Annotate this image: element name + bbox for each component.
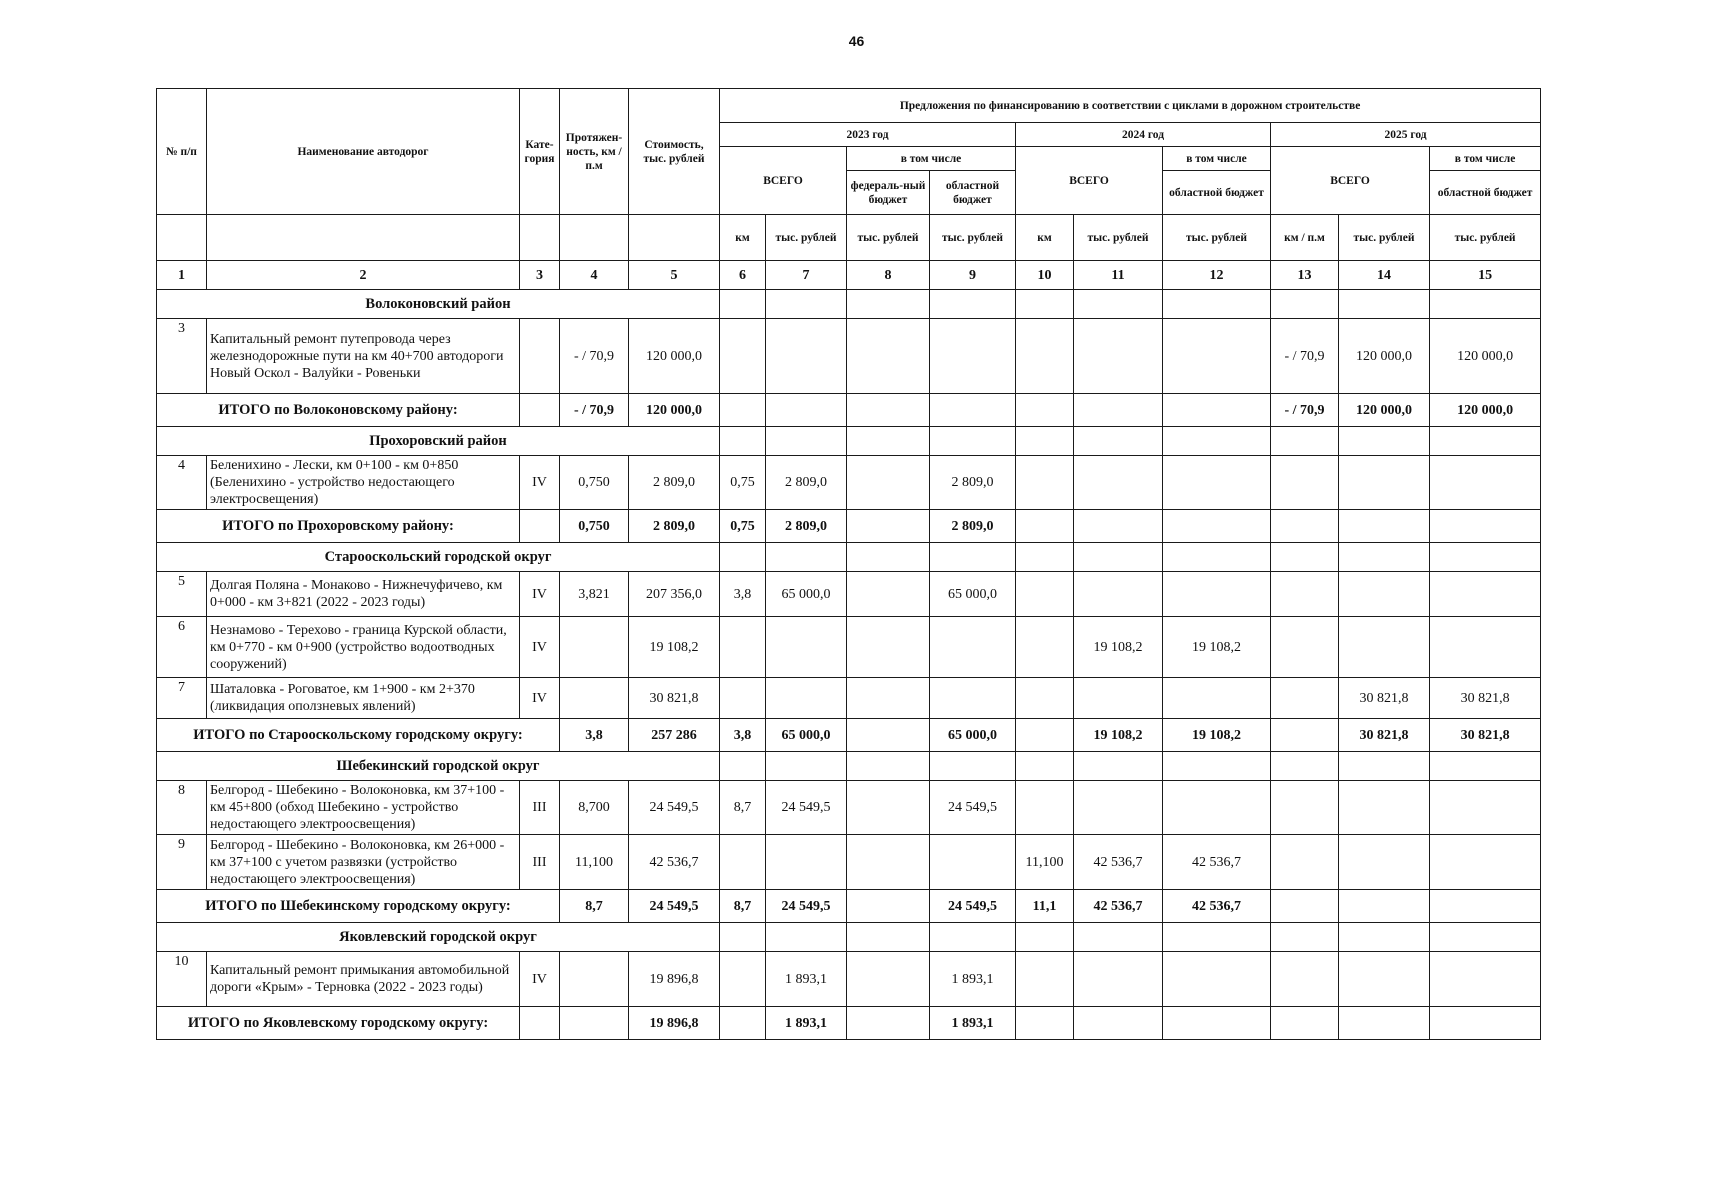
cell: [1074, 781, 1163, 835]
col-number: 14: [1339, 261, 1430, 290]
col-number: 9: [930, 261, 1016, 290]
cell: [1430, 572, 1541, 617]
section-row: [157, 923, 1541, 952]
cell: [1163, 572, 1271, 617]
header-2024-including: в том числе: [1163, 147, 1271, 171]
header-2023-regional: областной бюджет: [930, 171, 1016, 215]
cell: 24 549,5: [766, 781, 847, 835]
cost: 42 536,7: [629, 835, 720, 890]
unit-tys-rub: тыс. рублей: [930, 215, 1016, 261]
cell: 0,75: [720, 456, 766, 510]
cell: [1074, 456, 1163, 510]
total-row: [157, 890, 1541, 923]
length: 3,821: [560, 572, 629, 617]
cell: 65 000,0: [766, 572, 847, 617]
category: IV: [520, 572, 560, 617]
section-title: Волоконовский район: [157, 290, 720, 319]
total-label: ИТОГО по Прохоровскому району:: [157, 510, 520, 543]
cell: [766, 319, 847, 394]
cell: [1339, 617, 1430, 678]
total-cost: 257 286: [629, 719, 720, 752]
total-row: [157, 1007, 1541, 1040]
cell: [1271, 952, 1339, 1007]
unit-tys-rub: тыс. рублей: [1339, 215, 1430, 261]
cell: 42 536,7: [1163, 835, 1271, 890]
cell: [1016, 781, 1074, 835]
cost: 2 809,0: [629, 456, 720, 510]
total-cell: 24 549,5: [930, 890, 1016, 923]
category: IV: [520, 617, 560, 678]
header-units-empty: [157, 215, 207, 261]
total-cell: 42 536,7: [1074, 890, 1163, 923]
header-2023-federal: федераль-ный бюджет: [847, 171, 930, 215]
cell: [1430, 617, 1541, 678]
row-number: 7: [157, 678, 207, 719]
road-name: Белгород - Шебекино - Волоконовка, км 26+000 - км 37+100 с учетом развязки (устройство недостающего электроосвещения): [207, 835, 520, 890]
unit-tys-rub: тыс. рублей: [766, 215, 847, 261]
cost: 19 108,2: [629, 617, 720, 678]
cell: [930, 617, 1016, 678]
row-number: 8: [157, 781, 207, 835]
length: 11,100: [560, 835, 629, 890]
total-row: [157, 394, 1541, 427]
col-number: 1: [157, 261, 207, 290]
cell: [1016, 952, 1074, 1007]
category: IV: [520, 952, 560, 1007]
total-label: ИТОГО по Волоконовскому району:: [157, 394, 520, 427]
header-2024-regional: областной бюджет: [1163, 171, 1271, 215]
cell: [930, 835, 1016, 890]
section-title: Шебекинский городской округ: [157, 752, 720, 781]
cell: [720, 617, 766, 678]
cell: [930, 678, 1016, 719]
header-2023-including: в том числе: [847, 147, 1016, 171]
total-cell: 19 108,2: [1163, 719, 1271, 752]
cell: 1 893,1: [930, 952, 1016, 1007]
cost: 19 896,8: [629, 952, 720, 1007]
total-cell: 120 000,0: [1339, 394, 1430, 427]
row-number: 3: [157, 319, 207, 394]
cell: 19 108,2: [1074, 617, 1163, 678]
col-number: 7: [766, 261, 847, 290]
section-row: [157, 543, 1541, 572]
cell: [847, 835, 930, 890]
row-number: 6: [157, 617, 207, 678]
col-number: 10: [1016, 261, 1074, 290]
total-cell: 1 893,1: [930, 1007, 1016, 1040]
cell: [1271, 456, 1339, 510]
section-row: [157, 290, 1541, 319]
header-units-empty: [207, 215, 520, 261]
unit-tys-rub: тыс. рублей: [1163, 215, 1271, 261]
header-2025-including: в том числе: [1430, 147, 1541, 171]
row-number: 5: [157, 572, 207, 617]
column-number-row: [157, 261, 1541, 290]
table-row: [157, 781, 1541, 835]
total-cell: 2 809,0: [766, 510, 847, 543]
cell: 30 821,8: [1430, 678, 1541, 719]
table-row: [157, 678, 1541, 719]
cell: [1163, 678, 1271, 719]
col-number: 2: [207, 261, 520, 290]
category: III: [520, 781, 560, 835]
row-number: 4: [157, 456, 207, 510]
cell: [1339, 781, 1430, 835]
category: [520, 319, 560, 394]
cell: 2 809,0: [930, 456, 1016, 510]
cell: [766, 835, 847, 890]
total-cell: 19 108,2: [1074, 719, 1163, 752]
col-number: 13: [1271, 261, 1339, 290]
total-cost: 24 549,5: [629, 890, 720, 923]
header-num: № п/п: [157, 89, 207, 215]
road-name: Капитальный ремонт путепровода через железнодорожные пути на км 40+700 автодороги Новый Оскол - Валуйки - Ровеньки: [207, 319, 520, 394]
header-2025-regional: областной бюджет: [1430, 171, 1541, 215]
row-number: 9: [157, 835, 207, 890]
header-category: Кате-гория: [520, 89, 560, 215]
cell: [1016, 319, 1074, 394]
cell: 8,7: [720, 781, 766, 835]
cell: [720, 319, 766, 394]
total-cell: 11,1: [1016, 890, 1074, 923]
header-2023-total: ВСЕГО: [720, 147, 847, 215]
total-cost: 120 000,0: [629, 394, 720, 427]
cell: [847, 678, 930, 719]
unit-km-pm: км / п.м: [1271, 215, 1339, 261]
cell: [930, 319, 1016, 394]
cell: [766, 617, 847, 678]
total-cell: 2 809,0: [930, 510, 1016, 543]
header-units-empty: [560, 215, 629, 261]
cell: [1016, 678, 1074, 719]
road-name: Незнамово - Терехово - граница Курской области, км 0+770 - км 0+900 (устройство водоотводных сооружений): [207, 617, 520, 678]
total-length: 3,8: [560, 719, 629, 752]
total-cell: 3,8: [720, 719, 766, 752]
col-number: 11: [1074, 261, 1163, 290]
length: 0,750: [560, 456, 629, 510]
cell: 19 108,2: [1163, 617, 1271, 678]
cell: [720, 678, 766, 719]
cell: [766, 678, 847, 719]
category: III: [520, 835, 560, 890]
cell: 1 893,1: [766, 952, 847, 1007]
col-number: 5: [629, 261, 720, 290]
cell: 120 000,0: [1430, 319, 1541, 394]
cell: [1430, 456, 1541, 510]
total-cell: 65 000,0: [930, 719, 1016, 752]
total-length: 8,7: [560, 890, 629, 923]
page-number: 46: [848, 33, 865, 49]
cell: [1430, 952, 1541, 1007]
unit-tys-rub: тыс. рублей: [847, 215, 930, 261]
total-length: 0,750: [560, 510, 629, 543]
table-row: [157, 572, 1541, 617]
category: IV: [520, 456, 560, 510]
cell: 2 809,0: [766, 456, 847, 510]
cell: 3,8: [720, 572, 766, 617]
header-proposals: Предложения по финансированию в соответствии с циклами в дорожном строительстве: [720, 89, 1541, 123]
total-label: ИТОГО по Старооскольскому городскому округу:: [157, 719, 560, 752]
header-2024-total: ВСЕГО: [1016, 147, 1163, 215]
total-cell: 120 000,0: [1430, 394, 1541, 427]
cell: [847, 617, 930, 678]
total-cell: 30 821,8: [1339, 719, 1430, 752]
row-number: 10: [157, 952, 207, 1007]
total-cell: 1 893,1: [766, 1007, 847, 1040]
length: [560, 617, 629, 678]
header-year-2024: 2024 год: [1016, 123, 1271, 147]
total-cell: 0,75: [720, 510, 766, 543]
section-title: Старооскольский городской округ: [157, 543, 720, 572]
cell: [847, 781, 930, 835]
header-length: Протяжен-ность, км / п.м: [560, 89, 629, 215]
road-name: Беленихино - Лески, км 0+100 - км 0+850 (Беленихино - устройство недостающего электросвещения): [207, 456, 520, 510]
total-cell: - / 70,9: [1271, 394, 1339, 427]
total-cost: 2 809,0: [629, 510, 720, 543]
total-cell: 30 821,8: [1430, 719, 1541, 752]
table-row: [157, 617, 1541, 678]
cell: 24 549,5: [930, 781, 1016, 835]
col-number: 3: [520, 261, 560, 290]
cell: [1271, 678, 1339, 719]
length: [560, 952, 629, 1007]
length: 8,700: [560, 781, 629, 835]
total-cell: 65 000,0: [766, 719, 847, 752]
cell: [1016, 572, 1074, 617]
length: [560, 678, 629, 719]
total-cell: 8,7: [720, 890, 766, 923]
cell: [1339, 456, 1430, 510]
header-units-empty: [629, 215, 720, 261]
total-row: [157, 719, 1541, 752]
cell: [1163, 781, 1271, 835]
cell: 11,100: [1016, 835, 1074, 890]
table-row: [157, 319, 1541, 394]
cell: [1339, 952, 1430, 1007]
cell: [847, 572, 930, 617]
unit-tys-rub: тыс. рублей: [1430, 215, 1541, 261]
cost: 24 549,5: [629, 781, 720, 835]
section-row: [157, 427, 1541, 456]
total-label: ИТОГО по Шебекинскому городскому округу:: [157, 890, 560, 923]
cost: 207 356,0: [629, 572, 720, 617]
financing-table: [156, 88, 1541, 1040]
col-number: 15: [1430, 261, 1541, 290]
total-cell: 42 536,7: [1163, 890, 1271, 923]
table-header: [157, 89, 1541, 261]
total-cell: 24 549,5: [766, 890, 847, 923]
cell: [1163, 319, 1271, 394]
cell: [1271, 617, 1339, 678]
header-year-2023: 2023 год: [720, 123, 1016, 147]
table-body: [157, 261, 1541, 1040]
total-cost: 19 896,8: [629, 1007, 720, 1040]
header-2025-total: ВСЕГО: [1271, 147, 1430, 215]
road-name: Капитальный ремонт примыкания автомобильной дороги «Крым» - Терновка (2022 - 2023 годы): [207, 952, 520, 1007]
section-title: Прохоровский район: [157, 427, 720, 456]
cell: 42 536,7: [1074, 835, 1163, 890]
road-name: Шаталовка - Роговатое, км 1+900 - км 2+370 (ликвидация оползневых явлений): [207, 678, 520, 719]
category: IV: [520, 678, 560, 719]
unit-km: км: [1016, 215, 1074, 261]
cell: [1016, 456, 1074, 510]
header-name: Наименование автодорог: [207, 89, 520, 215]
cell: [1163, 952, 1271, 1007]
total-length: - / 70,9: [560, 394, 629, 427]
header-units-empty: [520, 215, 560, 261]
unit-km: км: [720, 215, 766, 261]
col-number: 8: [847, 261, 930, 290]
cell: 120 000,0: [1339, 319, 1430, 394]
length: - / 70,9: [560, 319, 629, 394]
cell: [1339, 572, 1430, 617]
col-number: 4: [560, 261, 629, 290]
cell: [1430, 835, 1541, 890]
cell: [1074, 678, 1163, 719]
header-year-2025: 2025 год: [1271, 123, 1541, 147]
cost: 30 821,8: [629, 678, 720, 719]
cell: [720, 835, 766, 890]
cell: - / 70,9: [1271, 319, 1339, 394]
cell: [1016, 617, 1074, 678]
col-number: 12: [1163, 261, 1271, 290]
cell: [720, 952, 766, 1007]
road-name: Долгая Поляна - Монаково - Нижнечуфичево, км 0+000 - км 3+821 (2022 - 2023 годы): [207, 572, 520, 617]
cell: [1271, 835, 1339, 890]
cell: [847, 319, 930, 394]
cell: 30 821,8: [1339, 678, 1430, 719]
cell: [847, 952, 930, 1007]
cell: [1074, 952, 1163, 1007]
cell: [1271, 572, 1339, 617]
cell: [1339, 835, 1430, 890]
cell: [1074, 319, 1163, 394]
header-cost: Стоимость, тыс. рублей: [629, 89, 720, 215]
col-number: 6: [720, 261, 766, 290]
road-name: Белгород - Шебекино - Волоконовка, км 37+100 - км 45+800 (обход Шебекино - устройство недостающего электроосвещения): [207, 781, 520, 835]
cell: 65 000,0: [930, 572, 1016, 617]
cell: [1430, 781, 1541, 835]
section-row: [157, 752, 1541, 781]
table-row: [157, 952, 1541, 1007]
unit-tys-rub: тыс. рублей: [1074, 215, 1163, 261]
total-label: ИТОГО по Яковлевскому городскому округу:: [157, 1007, 520, 1040]
cell: [1163, 456, 1271, 510]
cell: [1074, 572, 1163, 617]
section-title: Яковлевский городской округ: [157, 923, 720, 952]
cell: [1271, 781, 1339, 835]
table-row: [157, 456, 1541, 510]
total-row: [157, 510, 1541, 543]
cost: 120 000,0: [629, 319, 720, 394]
cell: [847, 456, 930, 510]
table-row: [157, 835, 1541, 890]
